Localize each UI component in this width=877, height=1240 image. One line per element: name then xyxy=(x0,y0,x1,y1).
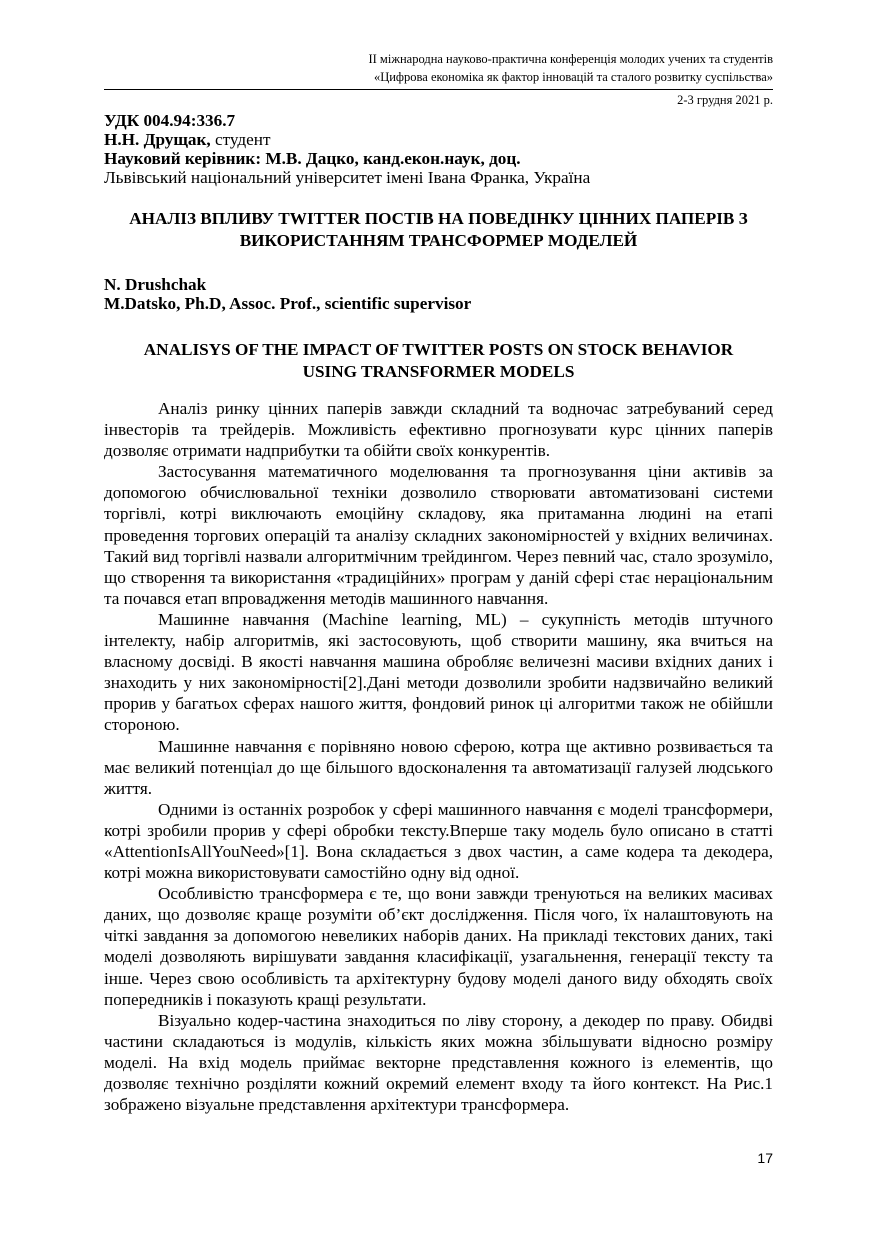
title-english xyxy=(104,339,773,383)
title-ukrainian xyxy=(104,208,773,252)
article-body xyxy=(104,398,773,1115)
title-ukrainian-line-2: ВИКОРИСТАННЯМ ТРАНСФОРМЕР МОДЕЛЕЙ xyxy=(239,231,638,250)
body-paragraph: Аналіз ринку цінних паперів завжди складний та водночас затребуваний серед інвесторів та трейдерів. Можливість ефективно прогнозувати курс цінних паперів дозволяє отримати надприбутки та обійти своїх конкурентів. xyxy=(104,399,773,461)
title-english-line-1: ANALISYS OF THE IMPACT OF TWITTER POSTS ON STOCK BEHAVIOR xyxy=(143,340,734,359)
author-name: Н.Н. Друщак, xyxy=(104,130,211,149)
body-paragraph: Застосування математичного моделювання та прогнозування ціни активів за допомогою обчислювальної техніки дозволило створювати автоматизовані системи торгівлі, котрі виключають емоційну складову, яка притаманна людині на етапі проведення торгових операцій та аналізу складних закономірностей у вхідних величинах. Такий вид торгівлі назвали алгоритмічним трейдингом. Через певний час, стало зрозуміло, що створення та використання «традиційних» програм у даній сфері стає нераціональним та почався етап впровадження методів машинного навчання. xyxy=(104,462,773,608)
conference-title-line-2: «Цифрова економіка як фактор інновацій та сталого розвитку суспільства» xyxy=(373,70,773,84)
body-paragraph: Одними із останніх розробок у сфері машинного навчання є моделі трансформери, котрі зробили прорив у сфері обробки тексту.Вперше таку модель було описано в статті «AttentionIsAllYouNeed»[1]. Вона складається з двох частин, а саме кодера та декодера, котрі можна використовувати самостійно одну від одної. xyxy=(104,799,773,883)
affiliation: Львівський національний університет імені Івана Франка, Україна xyxy=(104,168,591,187)
body-paragraph: Машинне навчання є порівняно новою сферою, котра ще активно розвивається та має великий потенціал до ще більшого вдосконалення та автоматизації галузей людського життя. xyxy=(104,736,773,798)
author-line xyxy=(104,130,773,149)
supervisor-line: Науковий керівник: М.В. Дацко, канд.екон.наук, доц. xyxy=(104,149,521,168)
author-role: студент xyxy=(210,130,271,149)
body-paragraph: Особливістю трансформера є те, що вони завжди тренуються на великих масивах даних, що дозволяє краще розуміти об’єкт дослідження. Після чого, їх налаштовують на чіткі завдання за допомогою невеликих наборів даних. На прикладі текстових даних, такі моделі дозволяють вирішувати завдання класифікації, узагальнення, генерації тексту та інше. Через свою особливість та архітектурну будову моделі даного виду обходять своїх попередників і показують кращі результати. xyxy=(104,884,773,1009)
body-paragraph: Машинне навчання (Machine learning, ML) – сукупність методів штучного інтелекту, набір алгоритмів, які застосовують, щоб створити машину, яка вчиться на власному досвіді. В якості навчання машина обробляє величезні масиви вхідних даних і знаходить у них закономірності[2].Дані методи дозволили зробити надзвичайно великий прорив у багатьох сферах нашого життя, фондовий ринок ці алгоритми також не обійшли стороною. xyxy=(104,609,773,735)
udc-code: УДК 004.94:336.7 xyxy=(104,111,236,130)
conference-title-line-1: II міжнародна науково-практична конференція молодих учених та студентів xyxy=(368,52,773,66)
article xyxy=(104,111,773,1115)
title-english-line-2: USING TRANSFORMER MODELS xyxy=(302,362,575,381)
author-english: N. Drushchak xyxy=(104,275,207,294)
supervisor-english: M.Datsko, Ph.D, Assoc. Prof., scientific supervisor xyxy=(104,294,472,313)
page-number: 17 xyxy=(757,1150,773,1166)
running-header xyxy=(104,50,773,86)
conference-date: 2-3 грудня 2021 р. xyxy=(677,93,773,107)
title-ukrainian-line-1: АНАЛІЗ ВПЛИВУ TWITTER ПОСТІВ НА ПОВЕДІНКУ ЦІННИХ ПАПЕРІВ З xyxy=(129,209,748,228)
header-divider xyxy=(104,89,773,90)
body-paragraph: Візуально кодер-частина знаходиться по ліву сторону, а декодер по праву. Обидві частини складаються із модулів, кількість яких можна збільшувати відносно розміру моделі. На вхід модель приймає векторне представлення кожного із елементів, що дозволяє технічно розділяти кожний окремий елемент входу та його контекст. На Рис.1 зображено візуальне представлення архітектури трансформера. xyxy=(104,1010,773,1115)
authors-english xyxy=(104,275,773,313)
